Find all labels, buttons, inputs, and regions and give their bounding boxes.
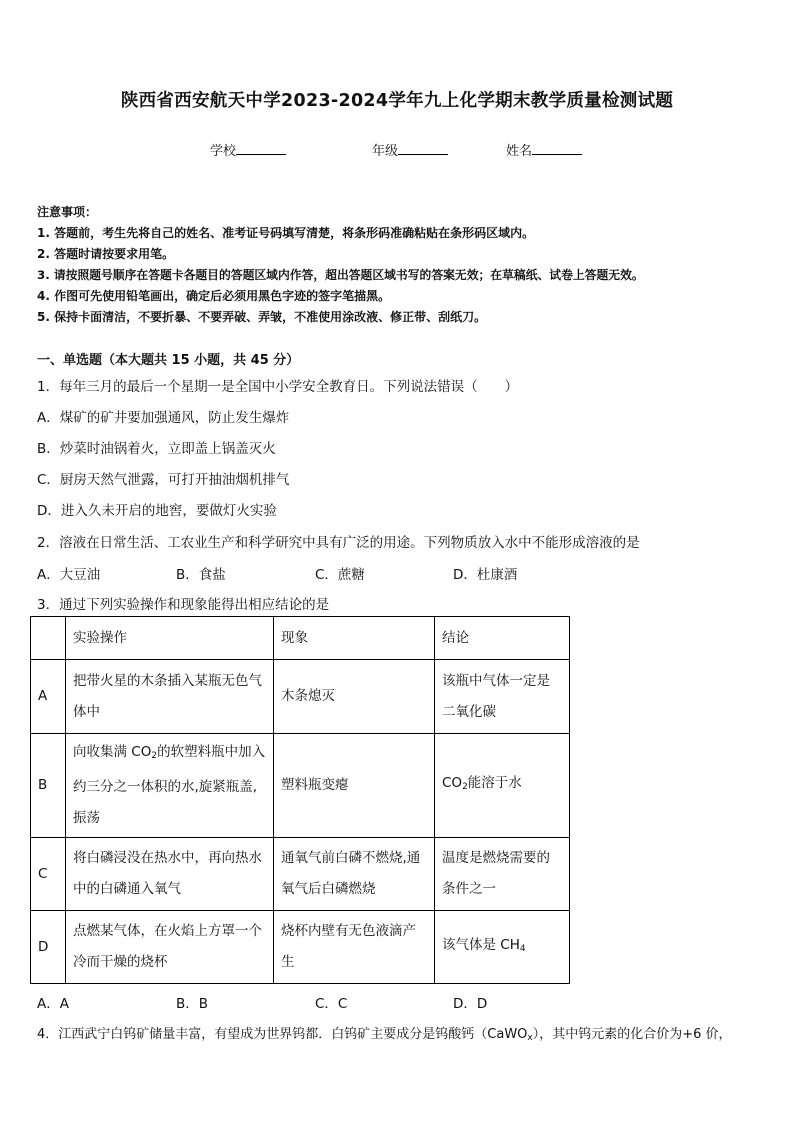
- grade-label: 年级: [372, 144, 399, 159]
- phenomenon-cell: 通氧气前白磷不燃烧,通 氧气后白磷燃烧: [274, 838, 435, 911]
- row-label: D: [31, 911, 66, 984]
- phenomenon-cell: 木条熄灭: [274, 660, 435, 734]
- phenomenon-cell: 烧杯内壁有无色液滴产 生: [274, 911, 435, 984]
- q3-option-b: B．B: [176, 996, 209, 1012]
- name-field: [506, 140, 582, 159]
- row-label: A: [31, 660, 66, 734]
- table-row: [31, 838, 570, 911]
- q3-stem: 3．通过下列实验操作和现象能得出相应结论的是: [37, 597, 330, 613]
- conclusion-cell: $CO_2$能溶于水: [435, 734, 570, 838]
- q1-option-d: D．进入久未开启的地窖，要做灯火实验: [37, 503, 277, 519]
- operation-cell: 将白磷浸没在热水中，再向热水 中的白磷通入氧气: [66, 838, 274, 911]
- notice-item: 3. 请按照题号顺序在答题卡各题目的答题区域内作答，超出答题区域书写的答案无效；在草稿纸、试卷上答题无效。: [37, 268, 644, 282]
- notice-item: 2. 答题时请按要求用笔。: [37, 247, 175, 261]
- name-blank: [532, 142, 582, 155]
- q1-option-a: A．煤矿的矿井要加强通风，防止发生爆炸: [37, 410, 290, 426]
- q2-option-c: C．蔗糖: [315, 567, 365, 583]
- q3-option-a: A．A: [37, 996, 69, 1012]
- row-label: C: [31, 838, 66, 911]
- operation-cell: 点燃某气体，在火焰上方罩一个 冷而干燥的烧杯: [66, 911, 274, 984]
- school-label: 学校: [210, 144, 237, 159]
- row-label: B: [31, 734, 66, 838]
- q1-stem: 1．每年三月的最后一个星期一是全国中小学安全教育日。下列说法错误（ ）: [37, 379, 519, 395]
- grade-blank: [398, 142, 448, 155]
- conclusion-cell: 该瓶中气体一定是 二氧化碳: [435, 660, 570, 734]
- notice-heading: 注意事项：: [37, 205, 98, 219]
- grade-field: [372, 140, 448, 159]
- table-header-cell: 实验操作: [66, 617, 274, 660]
- q4-stem: 4．江西武宁白钨矿储量丰富，有望成为世界钨都．白钨矿主要成分是钨酸钙（CaWO$_x$），其中钨元素的化合价为+6 价，: [37, 1027, 732, 1043]
- phenomenon-cell: 塑料瓶变瘪: [274, 734, 435, 838]
- q1-option-b: B．炒菜时油锅着火，立即盖上锅盖灭火: [37, 441, 276, 457]
- table-row: [31, 660, 570, 734]
- notice-item: 1. 答题前，考生先将自己的姓名、准考证号码填写清楚，将条形码准确粘贴在条形码区域内。: [37, 226, 535, 240]
- table-row: [31, 734, 570, 838]
- table-header-cell: [31, 617, 66, 660]
- q2-stem: 2．溶液在日常生活、工农业生产和科学研究中具有广泛的用途。下列物质放入水中不能形成溶液的是: [37, 535, 640, 551]
- page-title: 陕西省西安航天中学2023-2024学年九上化学期末教学质量检测试题: [120, 91, 674, 111]
- q2-option-a: A．大豆油: [37, 567, 101, 583]
- notice-item: 5. 保持卡面清洁，不要折暴、不要弄破、弄皱，不准使用涂改液、修正带、刮纸刀。: [37, 310, 487, 324]
- experiment-table: [30, 616, 570, 984]
- q3-option-c: C．C: [315, 996, 348, 1012]
- q2-option-d: D．杜康酒: [453, 567, 518, 583]
- table-header-cell: 结论: [435, 617, 570, 660]
- section-heading: 一、单选题（本大题共 15 小题，共 45 分）: [37, 353, 300, 368]
- q2-option-b: B．食盐: [176, 567, 226, 583]
- operation-cell: 向收集满 $CO_2$的软塑料瓶中加入 约三分之一体积的水,旋紧瓶盖, 振荡: [66, 734, 274, 838]
- table-header-row: [31, 617, 570, 660]
- operation-cell: 把带火星的木条插入某瓶无色气 体中: [66, 660, 274, 734]
- name-label: 姓名: [506, 144, 533, 159]
- table-row: [31, 911, 570, 984]
- q1-option-c: C．厨房天然气泄露，可打开抽油烟机排气: [37, 472, 290, 488]
- q3-option-d: D．D: [453, 996, 488, 1012]
- table-header-cell: 现象: [274, 617, 435, 660]
- conclusion-cell: 温度是燃烧需要的 条件之一: [435, 838, 570, 911]
- conclusion-cell: 该气体是 $CH_4$: [435, 911, 570, 984]
- notice-item: 4. 作图可先使用铅笔画出，确定后必须用黑色字迹的签字笔描黑。: [37, 289, 391, 303]
- school-field: [210, 140, 286, 159]
- school-blank: [236, 142, 286, 155]
